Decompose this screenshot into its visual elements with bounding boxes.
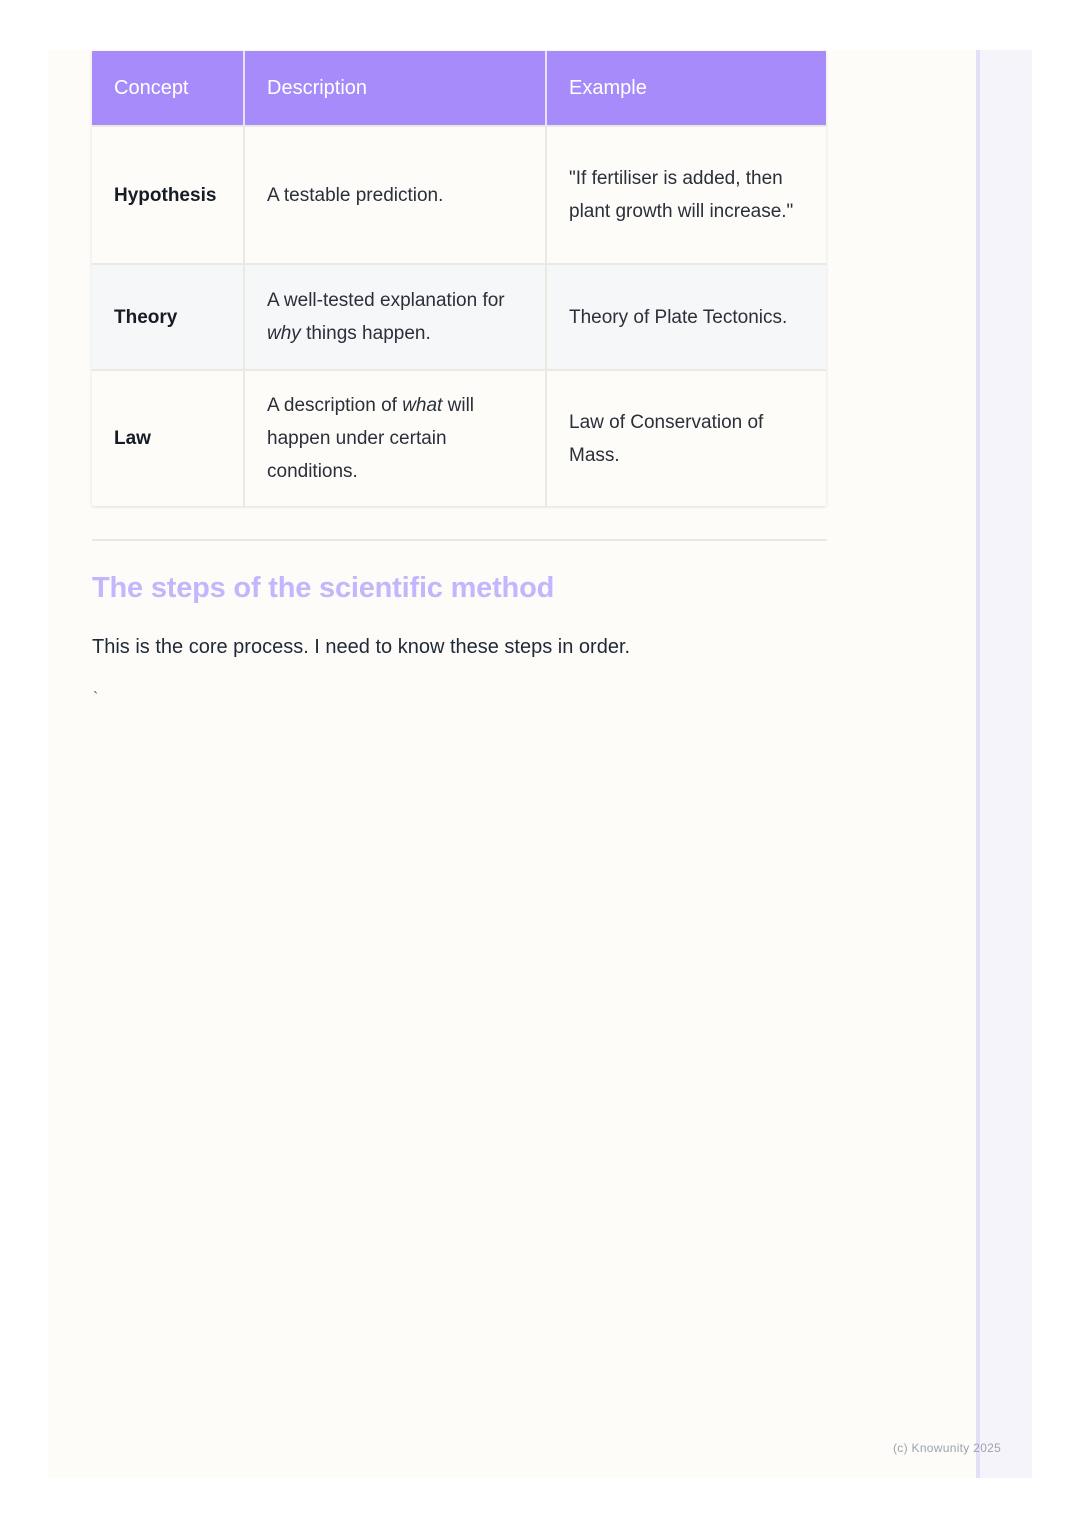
table-row xyxy=(92,126,826,264)
description-text: will happen under certain conditions. xyxy=(267,395,475,482)
concepts-table xyxy=(92,51,826,506)
table-header-row xyxy=(92,51,826,126)
copyright-footer: (c) Knowunity 2025 xyxy=(893,1441,1002,1455)
example-cell: "If fertiliser is added, then plant growth will increase." xyxy=(546,126,826,264)
concept-cell: Hypothesis xyxy=(92,126,244,264)
header-description: Description xyxy=(244,51,546,126)
concept-cell: Law xyxy=(92,370,244,506)
example-cell: Theory of Plate Tectonics. xyxy=(546,264,826,370)
table-row xyxy=(92,264,826,370)
description-emphasis: why xyxy=(267,323,301,344)
section-heading: The steps of the scientific method xyxy=(92,572,555,604)
section-intro: This is the core process. I need to know these steps in order. xyxy=(92,636,631,658)
header-concept: Concept xyxy=(92,51,244,126)
section-divider xyxy=(92,539,827,541)
description-cell xyxy=(244,264,546,370)
description-text: A description of xyxy=(267,395,403,416)
description-cell xyxy=(244,126,546,264)
concept-cell: Theory xyxy=(92,264,244,370)
example-cell: Law of Conservation of Mass. xyxy=(546,370,826,506)
right-side-panel xyxy=(976,50,1032,1478)
table-row xyxy=(92,370,826,506)
description-cell xyxy=(244,370,546,506)
description-text: things happen. xyxy=(300,323,431,344)
header-example: Example xyxy=(546,51,826,126)
stray-backtick: ` xyxy=(93,690,99,707)
description-text: A well-tested explanation for xyxy=(267,290,505,311)
description-text: A testable prediction. xyxy=(267,184,444,206)
description-emphasis: what xyxy=(402,395,443,416)
